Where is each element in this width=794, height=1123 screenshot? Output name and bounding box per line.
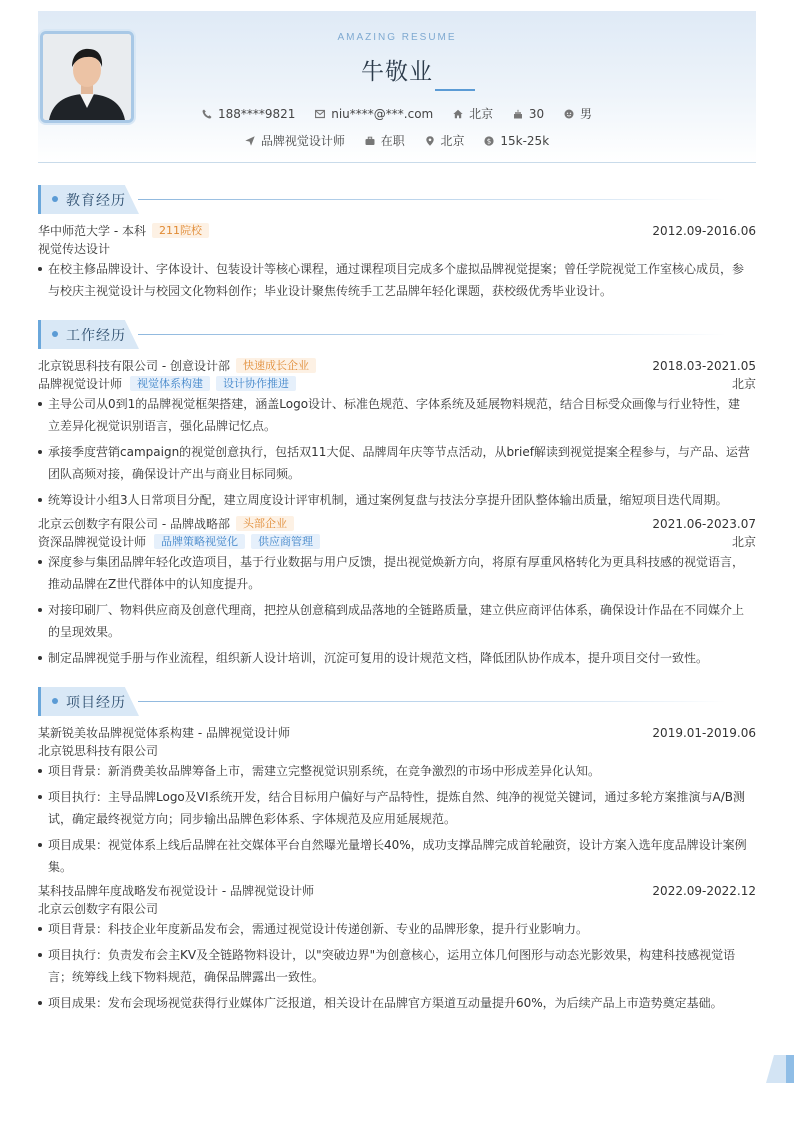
- phone-icon: [202, 109, 212, 119]
- list-item: 主导公司从0到1的品牌视觉框架搭建，涵盖Logo设计、标准色规范、字体系统及延展物料规范，结合目标受众画像与行业特性，建立差异化视觉识别语言，强化品牌记忆点。: [38, 393, 750, 437]
- major: 视觉传达设计: [38, 242, 111, 256]
- work-dates: 2021.06-2023.07: [652, 517, 756, 531]
- list-item: 统筹设计小组3人日常项目分配，建立周度设计评审机制，通过案例复盘与技法分享提升团队整体输出质量，缩短项目迭代周期。: [38, 489, 750, 511]
- target-city-item: [425, 132, 465, 149]
- cake-icon: [513, 109, 523, 119]
- company-tag: 快速成长企业: [236, 358, 316, 373]
- money-icon: [484, 136, 494, 146]
- gender-item: [564, 105, 592, 122]
- phone-item: [202, 107, 295, 121]
- target-city: 北京: [440, 134, 465, 148]
- list-item: 在校主修品牌设计、字体设计、包装设计等核心课程，通过课程项目完成多个虚拟品牌视觉提案；曾任学院视觉工作室核心成员，参与校庆主视觉设计与校园文化物料创作；毕业设计聚焦传统手工艺品牌年轻化课题，获校级优秀毕业设计。: [38, 258, 750, 302]
- location-icon: [425, 136, 435, 146]
- project-title-role: 某新锐美妆品牌视觉体系构建 - 品牌视觉设计师: [38, 726, 290, 740]
- project-company-line: [38, 900, 756, 918]
- resume-header: [38, 11, 756, 163]
- employment-status: 在职: [380, 134, 405, 148]
- svg-text:$: $: [487, 137, 492, 146]
- position: 品牌视觉设计师: [38, 377, 123, 391]
- list-item: 对接印刷厂、物料供应商及创意代理商，把控从创意稿到成品落地的全链路质量，建立供应商评估体系，确保设计作品在不同媒介上的呈现效果。: [38, 599, 750, 643]
- work-position-line: [38, 375, 756, 393]
- skill-tag: 品牌策略视觉化: [154, 534, 245, 549]
- company-tag: 头部企业: [236, 516, 294, 531]
- project-title-role: 某科技品牌年度战略发布视觉设计 - 品牌视觉设计师: [38, 884, 314, 898]
- project-dates: 2019.01-2019.06: [652, 726, 756, 740]
- work-header: [38, 515, 756, 533]
- section-work: [38, 320, 756, 349]
- project-company-line: [38, 742, 756, 760]
- job-intent-row: [38, 132, 756, 149]
- work-position-line: [38, 533, 756, 551]
- project-header: [38, 724, 756, 742]
- section-divider: [138, 199, 726, 200]
- email-item: [315, 107, 433, 121]
- project-company: 北京锐思科技有限公司: [38, 744, 159, 758]
- company-dept: 北京锐思科技有限公司 - 创意设计部: [38, 359, 230, 373]
- section-title: 教育经历: [66, 193, 126, 209]
- mail-icon: [315, 109, 325, 119]
- list-item: 项目背景：新消费美妆品牌筹备上市，需建立完整视觉识别系统，在竞争激烈的市场中形成差异化认知。: [38, 760, 750, 782]
- email-address: niu****@***.com: [331, 106, 434, 121]
- school-degree: 华中师范大学 - 本科: [38, 224, 146, 238]
- target-job-item: [245, 132, 345, 149]
- hometown: 北京: [469, 107, 494, 121]
- list-item: 深度参与集团品牌年轻化改造项目，基于行业数据与用户反馈，提出视觉焕新方向，将原有厚重风格转化为更具科技感的视觉语言，推动品牌在Z世代群体中的认知度提升。: [38, 551, 750, 595]
- list-item: 承接季度营销campaign的视觉创意执行，包括双11大促、品牌周年庆等节点活动，从brief解读到视觉提案全程参与，与产品、运营团队高频对接，确保设计产出与商业目标同频。: [38, 441, 750, 485]
- list-item: 项目执行：主导品牌Logo及VI系统开发，结合目标用户偏好与产品特性，提炼自然、纯净的视觉关键词，通过多轮方案推演与A/B测试，确定最终视觉方向；同步输出品牌色彩体系、字体规范及应用延展规范。: [38, 786, 750, 830]
- skill-tag: 设计协作推进: [216, 376, 296, 391]
- skill-tag: 视觉体系构建: [130, 376, 210, 391]
- work-header: [38, 357, 756, 375]
- contact-row: [38, 105, 756, 122]
- skill-tag: 供应商管理: [251, 534, 320, 549]
- list-item: 项目执行：负责发布会主KV及全链路物料设计，以"突破边界"为创意核心，运用立体几何图形与动态光影效果，构建科技感视觉语言；统筹线上线下物料规范，确保品牌露出一致性。: [38, 944, 750, 988]
- work-dates: 2018.03-2021.05: [652, 359, 756, 373]
- education-major-line: [38, 240, 756, 258]
- school-tag: 211院校: [152, 223, 209, 238]
- briefcase-icon: [365, 136, 375, 146]
- age: 30: [528, 106, 545, 121]
- project-company: 北京云创数字有限公司: [38, 902, 159, 916]
- list-item: 项目成果：视觉体系上线后品牌在社交媒体平台自然曝光量增长40%，成功支撑品牌完成首轮融资，设计方案入选年度品牌设计案例集。: [38, 834, 750, 878]
- list-item: 项目背景：科技企业年度新品发布会，需通过视觉设计传递创新、专业的品牌形象，提升行业影响力。: [38, 918, 750, 940]
- section-title: 项目经历: [66, 695, 126, 711]
- hometown-item: [453, 105, 493, 122]
- phone-number: 188****9821: [217, 106, 296, 121]
- header-tagline: AMAZING RESUME: [337, 32, 457, 43]
- list-item: 项目成果：发布会现场视觉获得行业媒体广泛报道，相关设计在品牌官方渠道互动量提升60%，为后续产品上市造势奠定基础。: [38, 992, 750, 1014]
- gender: 男: [580, 107, 593, 121]
- position: 资深品牌视觉设计师: [38, 535, 147, 549]
- name-underline: [435, 89, 475, 91]
- section-projects: [38, 687, 756, 716]
- corner-decoration: [766, 1055, 794, 1083]
- salary-item: [484, 134, 549, 148]
- expected-salary: 15k-25k: [500, 133, 550, 148]
- list-item: 制定品牌视觉手册与作业流程，组织新人设计培训，沉淀可复用的设计规范文档，降低团队协作成本，提升项目交付一致性。: [38, 647, 750, 669]
- status-item: [365, 132, 405, 149]
- section-divider: [138, 701, 726, 702]
- send-icon: [245, 136, 255, 146]
- project-dates: 2022.09-2022.12: [652, 884, 756, 898]
- project-header: [38, 882, 756, 900]
- education-header: [38, 222, 756, 240]
- candidate-name: 牛敬业: [361, 59, 433, 85]
- target-job: 品牌视觉设计师: [260, 134, 345, 148]
- work-city: 北京: [731, 377, 756, 391]
- work-city: 北京: [731, 535, 756, 549]
- section-divider: [138, 334, 726, 335]
- education-dates: 2012.09-2016.06: [652, 224, 756, 238]
- age-item: [513, 107, 544, 121]
- company-dept: 北京云创数字有限公司 - 品牌战略部: [38, 517, 230, 531]
- section-dot: [52, 196, 58, 202]
- section-dot: [52, 698, 58, 704]
- section-dot: [52, 331, 58, 337]
- section-title: 工作经历: [66, 328, 126, 344]
- home-icon: [453, 109, 463, 119]
- section-education: [38, 185, 756, 214]
- gender-icon: [564, 109, 574, 119]
